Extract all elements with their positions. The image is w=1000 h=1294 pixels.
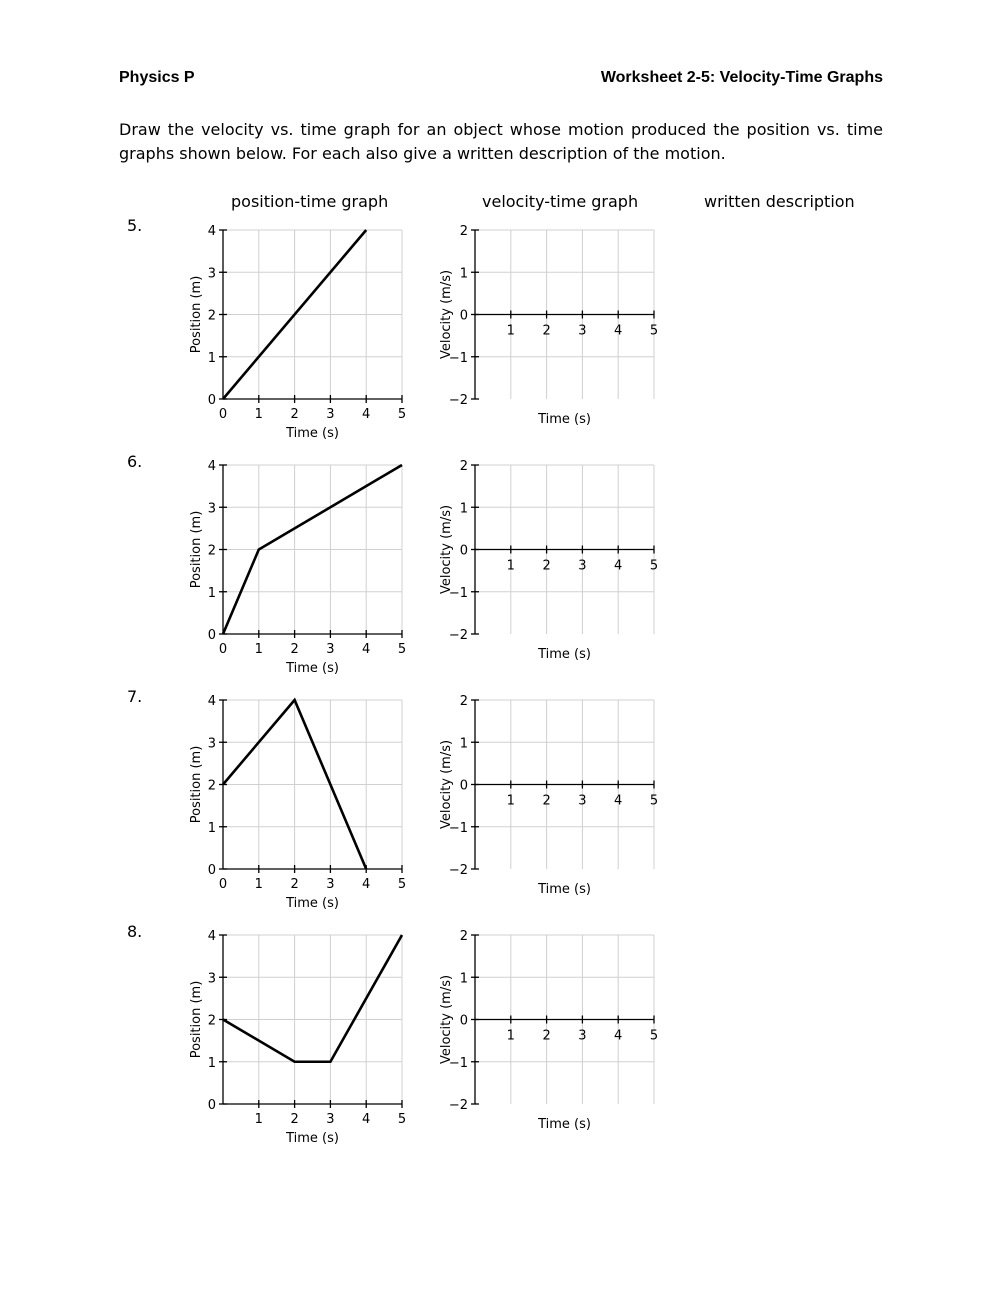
x-tick-label: 2 <box>290 407 299 422</box>
column-header-velocity: velocity-time graph <box>482 192 639 211</box>
y-tick-label: 1 <box>459 736 468 752</box>
x-tick-label: 4 <box>362 407 371 422</box>
y-tick-label: 2 <box>459 459 468 474</box>
x-tick-label: 0 <box>218 877 228 892</box>
velocity-time-graph-8[interactable] <box>432 925 672 1150</box>
y-tick-label: 4 <box>207 694 216 709</box>
question-number-6: 6. <box>127 452 143 471</box>
x-tick-label: 2 <box>542 1028 551 1044</box>
y-tick-label: 0 <box>459 308 468 324</box>
x-tick-label: 5 <box>397 407 407 422</box>
y-tick-label: 0 <box>207 628 216 643</box>
velocity-time-graph-5[interactable] <box>432 220 672 445</box>
y-tick-label: −2 <box>448 1098 468 1113</box>
y-tick-label: 3 <box>207 266 216 282</box>
x-tick-label: 1 <box>254 877 263 892</box>
y-tick-label: 4 <box>207 224 216 239</box>
y-tick-label: −2 <box>448 628 468 643</box>
question-number-8: 8. <box>127 922 143 941</box>
x-tick-label: 3 <box>326 642 335 657</box>
position-data-line <box>223 935 402 1062</box>
x-tick-label: 3 <box>578 558 587 574</box>
y-axis-label: Velocity (m/s) <box>439 504 454 595</box>
x-axis-label: Time (s) <box>286 661 339 676</box>
position-time-graph-5 <box>180 220 420 445</box>
y-tick-label: −2 <box>448 863 468 878</box>
y-tick-label: 1 <box>207 820 216 836</box>
x-tick-label: 4 <box>362 642 371 657</box>
x-tick-label: 4 <box>614 558 623 574</box>
x-tick-label: 3 <box>578 323 587 339</box>
x-tick-label: 2 <box>290 642 299 657</box>
instructions: Draw the velocity vs. time graph for an object whose motion produced the position vs. time graphs shown below. For each also give a written description of the motion. <box>119 120 883 163</box>
x-tick-label: 1 <box>254 642 263 657</box>
x-axis-label: Time (s) <box>538 1117 591 1132</box>
y-tick-label: −1 <box>448 585 468 601</box>
y-tick-label: 1 <box>207 1055 216 1071</box>
y-axis-label: Position (m) <box>189 980 204 1059</box>
y-tick-label: 1 <box>459 501 468 517</box>
x-axis-label: Time (s) <box>286 1131 339 1146</box>
y-tick-label: 3 <box>207 501 216 517</box>
column-header-description: written description <box>704 192 855 211</box>
y-tick-label: 1 <box>207 585 216 601</box>
y-axis-label: Position (m) <box>189 745 204 824</box>
x-tick-label: 1 <box>506 323 515 339</box>
position-time-graph-8 <box>180 925 420 1150</box>
x-tick-label: 5 <box>649 793 659 809</box>
x-tick-label: 4 <box>614 323 623 339</box>
x-tick-label: 4 <box>362 1112 371 1127</box>
x-tick-label: 0 <box>218 642 228 657</box>
x-tick-label: 1 <box>506 1028 515 1044</box>
x-tick-label: 5 <box>397 642 407 657</box>
x-tick-label: 5 <box>649 1028 659 1044</box>
y-tick-label: 0 <box>459 778 468 794</box>
y-tick-label: 0 <box>207 863 216 878</box>
x-tick-label: 5 <box>649 323 659 339</box>
y-tick-label: 2 <box>207 778 216 794</box>
y-tick-label: 0 <box>459 543 468 559</box>
x-axis-label: Time (s) <box>538 647 591 662</box>
header-worksheet-title: Worksheet 2-5: Velocity-Time Graphs <box>600 69 883 86</box>
y-axis-label: Velocity (m/s) <box>439 269 454 360</box>
velocity-time-graph-6[interactable] <box>432 455 672 680</box>
x-tick-label: 4 <box>362 877 371 892</box>
question-number-5: 5. <box>127 216 143 235</box>
x-tick-label: 3 <box>326 407 335 422</box>
y-tick-label: 2 <box>459 224 468 239</box>
y-tick-label: 1 <box>207 350 216 366</box>
x-axis-label: Time (s) <box>538 412 591 427</box>
y-axis-label: Position (m) <box>189 275 204 354</box>
x-tick-label: 1 <box>254 1112 263 1127</box>
x-tick-label: 3 <box>578 1028 587 1044</box>
y-tick-label: 2 <box>207 543 216 559</box>
y-tick-label: 2 <box>207 308 216 324</box>
position-time-graph-6 <box>180 455 420 680</box>
y-tick-label: 3 <box>207 736 216 752</box>
x-tick-label: 4 <box>614 793 623 809</box>
y-tick-label: 1 <box>459 266 468 282</box>
y-axis-label: Position (m) <box>189 510 204 589</box>
x-tick-label: 1 <box>506 558 515 574</box>
x-tick-label: 1 <box>506 793 515 809</box>
x-tick-label: 5 <box>649 558 659 574</box>
x-tick-label: 3 <box>326 877 335 892</box>
x-tick-label: 3 <box>326 1112 335 1127</box>
x-axis-label: Time (s) <box>286 896 339 911</box>
y-tick-label: 4 <box>207 459 216 474</box>
position-time-graph-7 <box>180 690 420 915</box>
question-number-7: 7. <box>127 687 143 706</box>
y-tick-label: 0 <box>459 1013 468 1029</box>
y-tick-label: 3 <box>207 971 216 987</box>
y-tick-label: −1 <box>448 1055 468 1071</box>
x-tick-label: 1 <box>254 407 263 422</box>
y-tick-label: 2 <box>207 1013 216 1029</box>
x-tick-label: 3 <box>578 793 587 809</box>
y-axis-label: Velocity (m/s) <box>439 974 454 1065</box>
y-tick-label: 4 <box>207 929 216 944</box>
y-tick-label: −1 <box>448 350 468 366</box>
x-tick-label: 2 <box>290 1112 299 1127</box>
y-tick-label: −2 <box>448 393 468 408</box>
column-header-position: position-time graph <box>231 192 389 211</box>
x-axis-label: Time (s) <box>286 426 339 441</box>
x-tick-label: 2 <box>542 793 551 809</box>
y-tick-label: 0 <box>207 1098 216 1113</box>
y-tick-label: 2 <box>459 694 468 709</box>
x-tick-label: 4 <box>614 1028 623 1044</box>
y-tick-label: 1 <box>459 971 468 987</box>
x-tick-label: 2 <box>542 558 551 574</box>
velocity-time-graph-7[interactable] <box>432 690 672 915</box>
y-tick-label: 2 <box>459 929 468 944</box>
y-tick-label: −1 <box>448 820 468 836</box>
x-axis-label: Time (s) <box>538 882 591 897</box>
x-tick-label: 5 <box>397 877 407 892</box>
x-tick-label: 2 <box>542 323 551 339</box>
x-tick-label: 5 <box>397 1112 407 1127</box>
x-tick-label: 0 <box>218 407 228 422</box>
y-tick-label: 0 <box>207 393 216 408</box>
x-tick-label: 2 <box>290 877 299 892</box>
header-course: Physics P <box>119 69 195 86</box>
y-axis-label: Velocity (m/s) <box>439 739 454 830</box>
